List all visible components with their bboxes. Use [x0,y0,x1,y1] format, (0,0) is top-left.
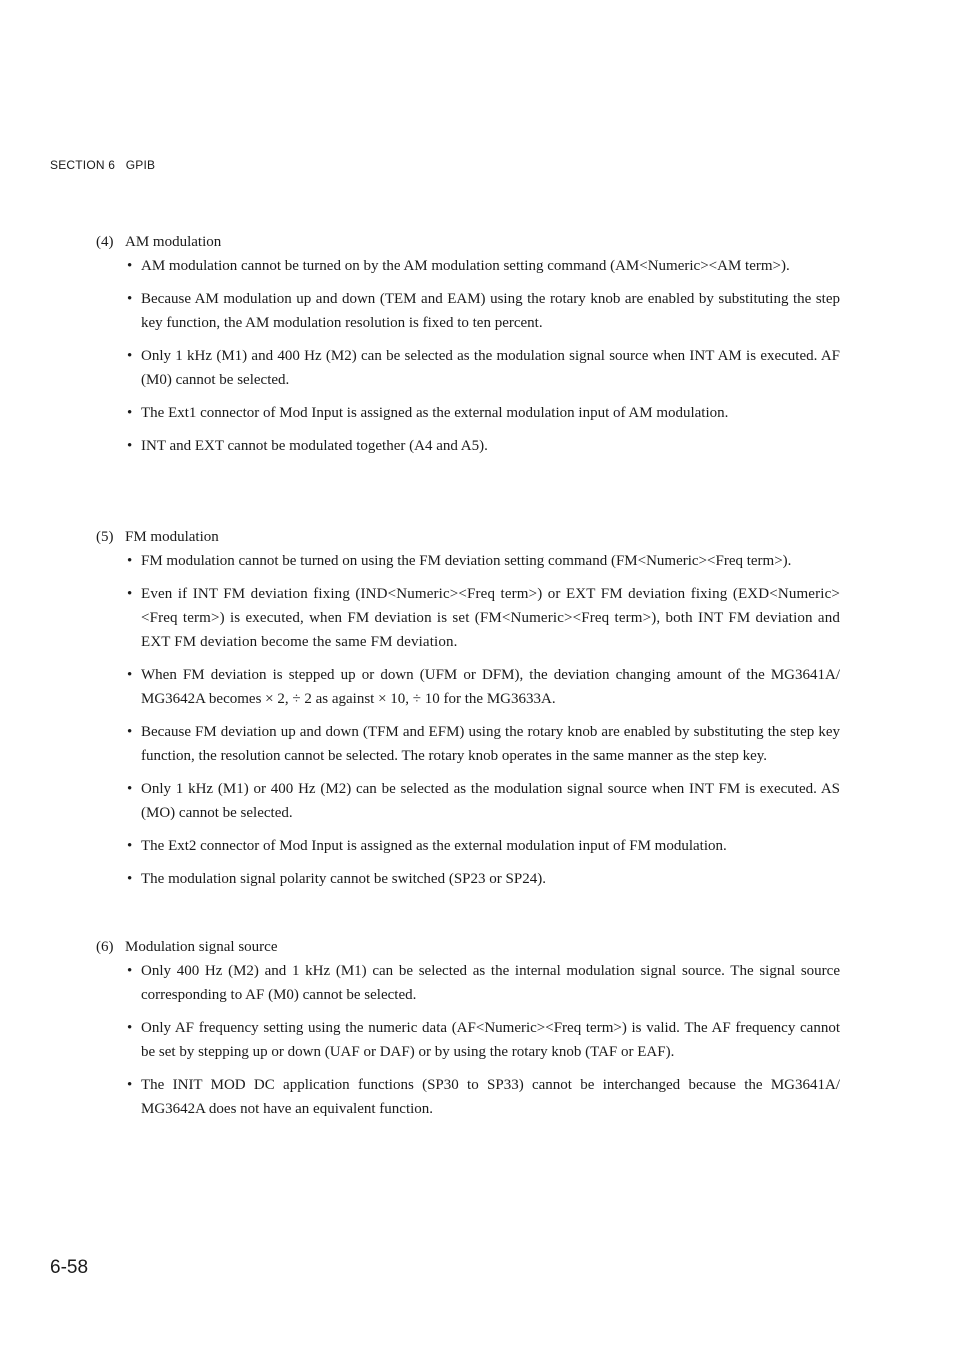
list-item: • Because AM modulation up and down (TEM and EAM) using the rotary knob are enabled by substituting the step key function, the AM modulation resolution is fixed to ten percent. [127,291,840,331]
page-number: 6-58 [50,1257,89,1278]
list-item: • AM modulation cannot be turned on by the AM modulation setting command (AM<Numeric><AM term>). [127,258,790,274]
section-am-modulation [96,230,840,467]
section-header: SECTION 6 GPIB [50,158,156,172]
section-number: (5) [96,529,114,545]
section-number: (6) [96,939,114,955]
section-title [96,935,840,959]
bullet-list [96,254,840,458]
list-item: • Even if INT FM deviation fixing (IND<Numeric><Freq term>) or EXT FM deviation fixing (EXD<Numeric><Freq term>) is executed, when FM deviation is set (FM<Numeric><Freq term>), both INT FM deviation and EXT FM deviation become the same FM deviation. [127,586,840,650]
list-item: • The Ext1 connector of Mod Input is assigned as the external modulation input of AM modulation. [127,405,729,421]
list-item: • INT and EXT cannot be modulated together (A4 and A5). [127,438,488,454]
section-modulation-signal-source [96,935,840,1130]
list-item: • Only 1 kHz (M1) and 400 Hz (M2) can be selected as the modulation signal source when INT AM is executed. AF (M0) cannot be selected. [127,348,840,388]
list-item: • The Ext2 connector of Mod Input is assigned as the external modulation input of FM modulation. [127,838,727,854]
list-item: • When FM deviation is stepped up or down (UFM or DFM), the deviation changing amount of the MG3641A/ MG3642A becomes × 2, ÷ 2 as against × 10, ÷ 10 for the MG3633A. [127,667,840,707]
section-title [96,525,840,549]
section-title [96,230,840,254]
list-item: • The INIT MOD DC application functions (SP30 to SP33) cannot be interchanged because the MG3641A/ MG3642A does not have an equivalent function. [127,1077,840,1117]
list-item: • FM modulation cannot be turned on using the FM deviation setting command (FM<Numeric><Freq term>). [127,553,792,569]
list-item: • Only 400 Hz (M2) and 1 kHz (M1) can be selected as the internal modulation signal source. The signal source corresponding to AF (M0) cannot be selected. [127,963,840,1003]
section-heading: FM modulation [125,529,219,545]
bullet-list [96,959,840,1121]
section-heading: AM modulation [125,234,222,250]
section-heading: Modulation signal source [125,939,278,955]
list-item: • Only AF frequency setting using the numeric data (AF<Numeric><Freq term>) is valid. The AF frequency cannot be set by stepping up or down (UAF or DAF) or by using the rotary knob (TAF or EAF). [127,1020,840,1060]
section-number: (4) [96,234,114,250]
list-item: • Because FM deviation up and down (TFM and EFM) using the rotary knob are enabled by substituting the step key function, the resolution cannot be selected. The rotary knob operates in the same manner as the step key. [127,724,840,764]
section-fm-modulation [96,525,840,900]
list-item: • The modulation signal polarity cannot be switched (SP23 or SP24). [127,871,546,887]
list-item: • Only 1 kHz (M1) or 400 Hz (M2) can be selected as the modulation signal source when INT FM is executed. AS (MO) cannot be selected. [127,781,840,821]
bullet-list [96,549,840,891]
